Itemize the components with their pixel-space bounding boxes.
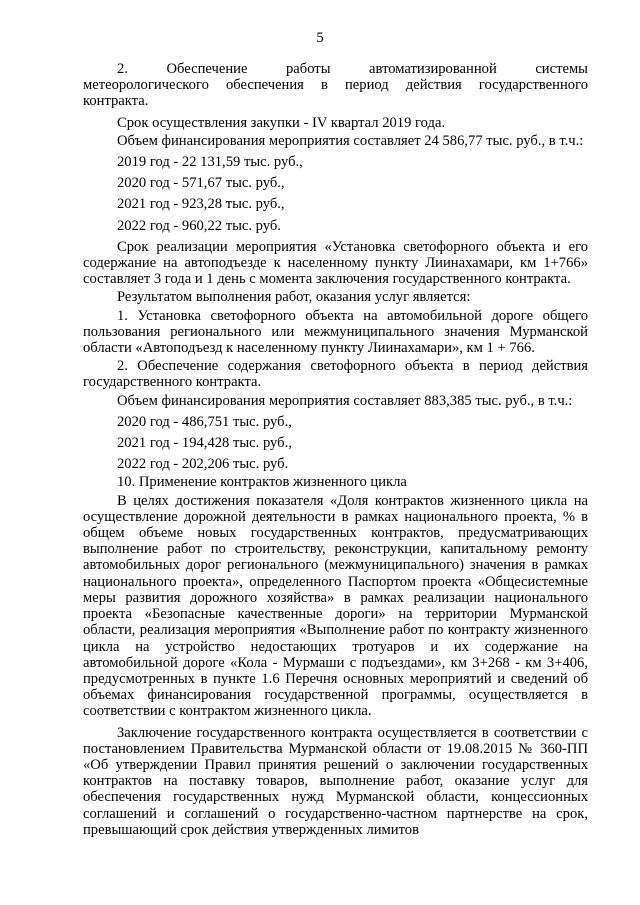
paragraph-financing-2021: 2021 год - 923,28 тыс. руб., xyxy=(117,196,285,213)
paragraph-financing-2019: 2019 год - 22 131,59 тыс. руб., xyxy=(117,154,303,171)
page-number: 5 xyxy=(316,30,324,46)
paragraph-traffic-financing-2020: 2020 год - 486,751 тыс. руб., xyxy=(117,413,292,430)
paragraph-result-item-1: 1. Установка светофорного объекта на автомобильной дороге общего пользования регионального или межмуниципального значения Мурманской области «Автоподъезд к населенному пункту Лиинахамари», км 1 + 766. xyxy=(83,307,588,357)
paragraph-financing-2022: 2022 год - 960,22 тыс. руб. xyxy=(117,217,281,234)
paragraph-traffic-financing-2022: 2022 год - 202,206 тыс. руб. xyxy=(117,456,289,473)
document-body xyxy=(83,61,588,838)
paragraph-result-intro: Результатом выполнения работ, оказания услуг является: xyxy=(117,289,471,306)
paragraph-lifecycle-contracts: В целях достижения показателя «Доля контрактов жизненного цикла на осуществление дорожной деятельности в рамках национального проекта, % в общем объеме новых государственных контрактов, предусматривающих выполнение работ по строительству, реконструкции, капитальному ремонту автомобильных дорог регионального (межмуниципального) значения в рамках национального проекта», определенного Паспортом проекта «Общесистемные меры развития дорожного хозяйства» в рамках реализации национального проекта «Безопасные качественные дороги» на территории Мурманской области, реализация мероприятия «Выполнение работ по контракту жизненного цикла на устройство недостающих тротуаров и их содержание на автомобильной дороге «Кола - Мурмаши с подъездами», км 3+268 - км 3+406, предусмотренных в пункте 1.6 Перечня основных мероприятий и сведений об объемах финансирования государственной программы, осуществляется в соответствии с контрактом жизненного цикла. xyxy=(83,492,588,720)
section-heading-lifecycle-contracts: 10. Применение контрактов жизненного цикла xyxy=(117,474,407,491)
paragraph-contract-conclusion: Заключение государственного контракта осуществляется в соответствии с постановлением Правительства Мурманской области от 19.08.2015 № 360-ПП «Об утверждении Правил принятия решений о заключении государственных контрактов на поставку товаров, выполнение работ, оказание услуг для обеспечения государственных нужд Мурманской области, концессионных соглашений и соглашений о государственно-частном партнерстве на срок, превышающий срок действия утвержденных лимитов xyxy=(83,724,588,838)
paragraph-financing-2020: 2020 год - 571,67 тыс. руб., xyxy=(117,175,285,192)
paragraph-item-2-weather-system: 2. Обеспечение работы автоматизированной системы метеорологического обеспечения в период действия государственного контракта. xyxy=(83,61,588,110)
paragraph-traffic-light-term: Срок реализации мероприятия «Установка светофорного объекта и его содержание на автоподъезде к населенному пункту Лиинахамари, км 1+766» составляет 3 года и 1 день с момента заключения государственного контракта. xyxy=(83,238,588,288)
paragraph-traffic-financing-total: Объем финансирования мероприятия составляет 883,385 тыс. руб., в т.ч.: xyxy=(117,392,573,409)
paragraph-procurement-term: Срок осуществления закупки - IV квартал 2019 года. xyxy=(117,114,446,131)
paragraph-financing-total: Объем финансирования мероприятия составляет 24 586,77 тыс. руб., в т.ч.: xyxy=(117,132,584,149)
paragraph-result-item-2: 2. Обеспечение содержания светофорного объекта в период действия государственного контракта. xyxy=(83,358,588,391)
paragraph-traffic-financing-2021: 2021 год - 194,428 тыс. руб., xyxy=(117,435,292,452)
